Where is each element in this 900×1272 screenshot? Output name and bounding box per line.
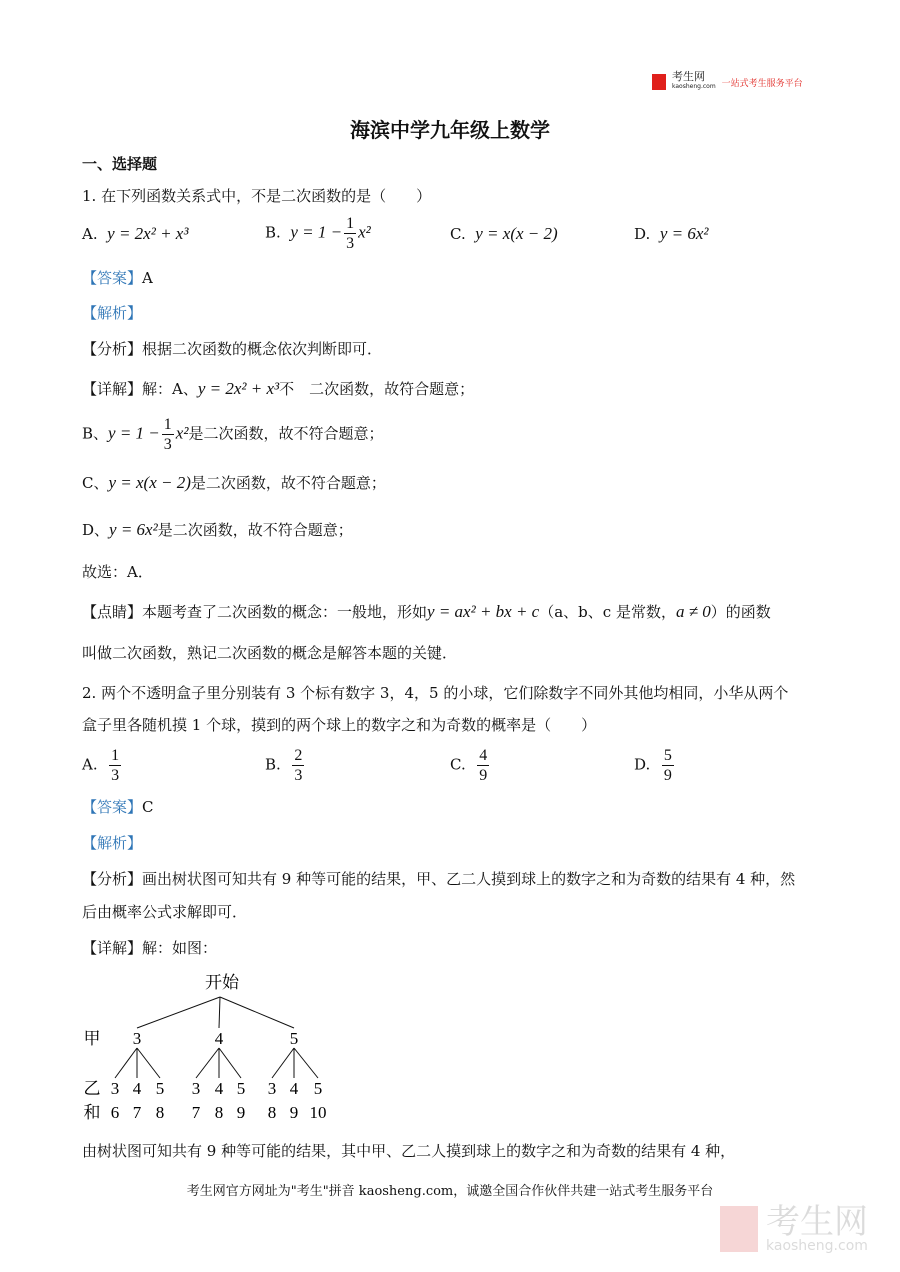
q1-jiexi-heading: 【解析】 [82, 304, 143, 322]
q1-fenxi: 【分析】根据二次函数的概念依次判断即可． [82, 340, 383, 358]
q1-xiangjie-b: B、y = 1 − $\frac{1}{3}$ x²是二次函数，故不符合题意； [82, 416, 384, 453]
q2-stem-line2: 盒子里各随机摸 1 个球，摸到的两个球上的数字之和为奇数的概率是（ ） [82, 716, 597, 734]
tree-node: 5 [236, 1079, 246, 1098]
tree-node: 7 [191, 1103, 201, 1122]
tree-node: 4 [132, 1079, 142, 1098]
q1-option-c: C. y = x(x − 2) [450, 224, 558, 243]
q1-option-a: A. y = 2x² + x³ [82, 224, 189, 243]
tree-node: 3 [267, 1079, 277, 1098]
section-heading: 一、选择题 [82, 155, 158, 173]
logo-text: 考生网 [672, 70, 705, 83]
q1-xiangjie-c: C、y = x(x − 2)是二次函数，故不符合题意； [82, 473, 386, 492]
tree-node: 3 [191, 1079, 201, 1098]
header-logo [652, 72, 803, 92]
watermark-logo-icon [720, 1206, 758, 1252]
tree-row3-label: 和 [83, 1103, 101, 1122]
q2-option-a: A. $\frac{1}{3}$ [82, 747, 120, 784]
q2-option-d: D. $\frac{5}{9}$ [634, 747, 672, 784]
tree-node: 8 [155, 1103, 165, 1122]
tree-node: 9 [289, 1103, 299, 1122]
logo-domain: kaosheng.com [672, 83, 716, 90]
q2-option-b: B. $\frac{2}{3}$ [265, 747, 303, 784]
tree-row2-label: 乙 [83, 1079, 101, 1098]
q1-guxuan: 故选：A． [82, 563, 153, 581]
tree-node: 3 [132, 1029, 142, 1048]
q1-option-b: B. y = 1 − $\frac{1}{3}$ x² [265, 215, 371, 252]
tree-diagram [0, 960, 400, 1130]
tree-node: 5 [289, 1029, 299, 1048]
q2-answer: 【答案】C [82, 798, 154, 816]
q2-conclusion: 由树状图可知共有 9 种等可能的结果，其中甲、乙二人摸到球上的数字之和为奇数的结果有 4 种， [82, 1142, 736, 1160]
q2-jiexi-heading: 【解析】 [82, 834, 143, 852]
tree-node: 5 [155, 1079, 165, 1098]
tree-node: 6 [110, 1103, 120, 1122]
tree-node: 4 [289, 1079, 299, 1098]
tree-node: 4 [214, 1029, 224, 1048]
q1-answer: 【答案】A [82, 269, 153, 287]
q1-dianjing: 【点睛】本题考查了二次函数的概念：一般地，形如y = ax² + bx + c（a、b、c 是常数，a ≠ 0）的函数 [82, 602, 771, 621]
tree-row2 [111, 1079, 323, 1098]
logo-mark-icon [652, 74, 666, 90]
tree-node: 8 [214, 1103, 224, 1122]
q2-option-c: C. $\frac{4}{9}$ [450, 747, 488, 784]
q2-fenxi-line2: 后由概率公式求解即可． [82, 903, 248, 921]
q1-stem: 1. 在下列函数关系式中，不是二次函数的是（ ） [82, 187, 432, 205]
q2-xiangjie: 【详解】解：如图： [82, 939, 218, 957]
tree-node: 8 [267, 1103, 277, 1122]
tree-node: 4 [214, 1079, 224, 1098]
q1-xiangjie-a: 【详解】解：A、y = 2x² + x³不 二次函数，故符合题意； [82, 379, 475, 398]
tree-node: 3 [110, 1079, 120, 1098]
tree-row3 [111, 1103, 327, 1122]
tree-node: 7 [132, 1103, 142, 1122]
q1-xiangjie-d: D、y = 6x²是二次函数，故不符合题意； [82, 520, 353, 539]
tree-root: 开始 [205, 973, 239, 992]
footer-text: 考生网官方网址为"考生"拼音 kaosheng.com，诚邀全国合作伙伴共建一站式考生服务平台 [186, 1184, 714, 1199]
tree-node: 5 [313, 1079, 323, 1098]
tree-node: 9 [236, 1103, 246, 1122]
watermark: 考生网 kaosheng.com [720, 1205, 868, 1253]
q2-fenxi-line1: 【分析】画出树状图可知共有 9 种等可能的结果，甲、乙二人摸到球上的数字之和为奇数的结果有 4 种，然 [82, 870, 796, 888]
tree-row1-label: 甲 [83, 1029, 101, 1048]
tree-node: 10 [309, 1103, 327, 1122]
q1-option-d: D. y = 6x² [634, 224, 709, 243]
q2-stem-line1: 2. 两个不透明盒子里分别装有 3 个标有数字 3，4，5 的小球，它们除数字不同外其他均相同，小华从两个 [82, 684, 789, 702]
page-title: 海滨中学九年级上数学 [350, 118, 550, 142]
q1-dianjing-line2: 叫做二次函数，熟记二次函数的概念是解答本题的关键． [82, 644, 458, 662]
header-slogan: 一站式考生服务平台 [721, 78, 803, 89]
